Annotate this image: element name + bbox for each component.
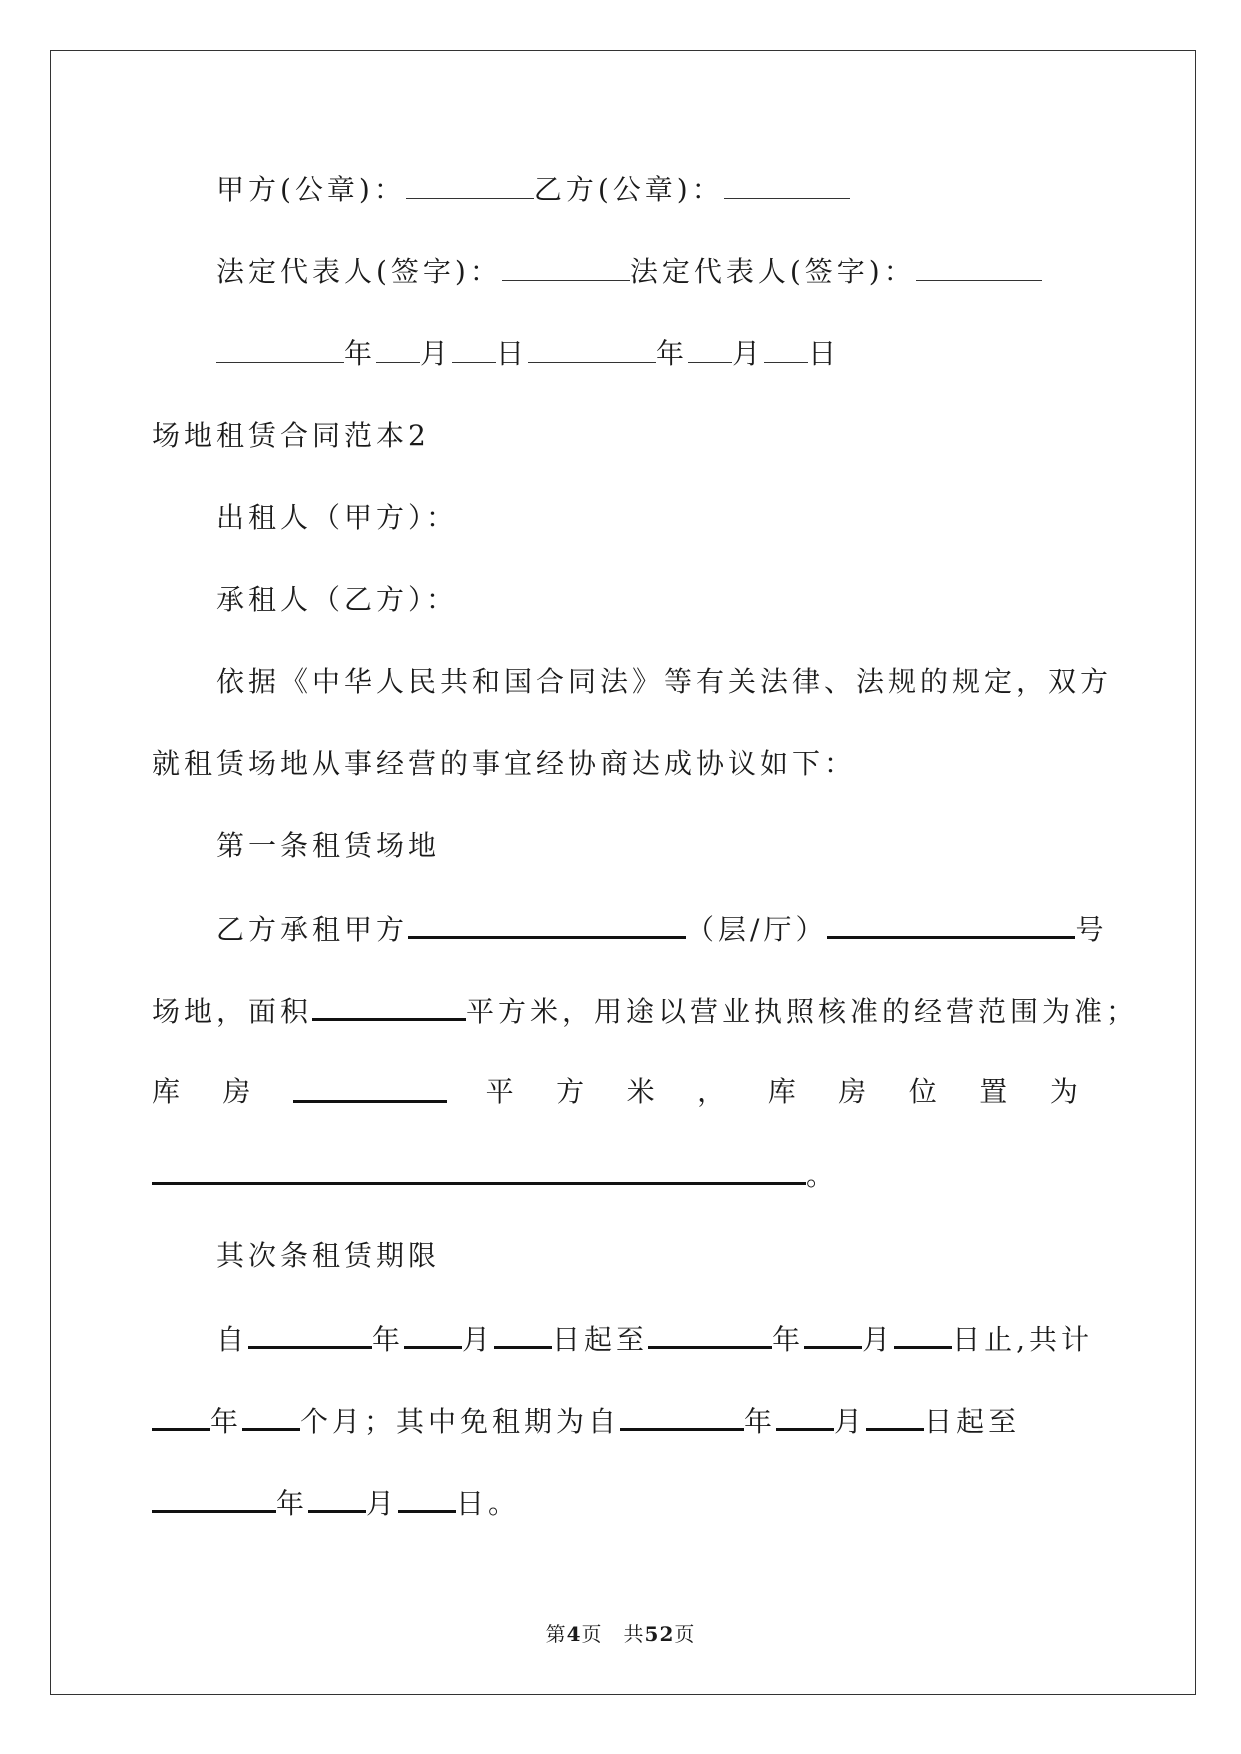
party-b-seal-label: 乙方(公章)： <box>533 173 724 206</box>
blank <box>452 336 496 363</box>
article1-line-4: 。 <box>152 1156 838 1194</box>
blank <box>776 1402 834 1431</box>
blank <box>152 1156 806 1185</box>
rep-line <box>216 254 1042 290</box>
page-border <box>50 50 1196 1695</box>
rep-b-label: 法定代表人(签字)： <box>629 255 916 288</box>
lessee-line: 承租人（乙方）： <box>216 583 459 616</box>
blank <box>406 172 534 199</box>
blank <box>528 336 656 363</box>
year-label: 年 <box>344 337 377 370</box>
blank <box>312 992 466 1021</box>
page-footer: 第4页 共52页 <box>545 1622 696 1646</box>
blank <box>804 1320 862 1349</box>
blank <box>216 336 344 363</box>
month-label: 月 <box>732 337 765 370</box>
blank <box>404 1320 462 1349</box>
blank <box>376 336 420 363</box>
blank <box>494 1320 552 1349</box>
seal-line <box>216 172 850 208</box>
blank <box>408 910 686 939</box>
blank <box>502 254 630 281</box>
year-label: 年 <box>656 337 689 370</box>
day-label: 日 <box>496 337 529 370</box>
party-a-seal-label: 甲方(公章)： <box>216 173 406 206</box>
month-label: 月 <box>420 337 453 370</box>
blank <box>152 1402 210 1431</box>
blank <box>827 910 1075 939</box>
article2-heading: 其次条租赁期限 <box>216 1239 441 1272</box>
blank <box>620 1402 744 1431</box>
blank <box>398 1484 456 1513</box>
blank <box>248 1320 372 1349</box>
page-number: 4 <box>566 1622 582 1646</box>
date-line <box>216 336 840 372</box>
article1-line-2: 场地，面积 平方米，用途以营业执照核准的经营范围为准； <box>152 992 1138 1030</box>
doc-title: 场地租赁合同范本2 <box>152 419 430 452</box>
blank <box>648 1320 772 1349</box>
blank <box>866 1402 924 1431</box>
article1-line-1: 乙方承租甲方 （层/厅） 号 <box>216 910 1107 948</box>
article2-line-3: 年 月 日。 <box>152 1484 520 1522</box>
blank <box>916 254 1042 281</box>
blank <box>724 172 850 199</box>
blank <box>293 1074 447 1103</box>
blank <box>894 1320 952 1349</box>
lessor-line: 出租人（甲方）： <box>216 501 459 534</box>
blank <box>152 1484 276 1513</box>
blank <box>242 1402 300 1431</box>
basis-line-2: 就租赁场地从事经营的事宜经协商达成协议如下： <box>152 747 857 780</box>
blank <box>308 1484 366 1513</box>
article1-line-3: 库 房 平 方 米 ， 库 房 位 置 为 <box>152 1075 1082 1108</box>
total-pages: 52 <box>644 1622 675 1646</box>
article1-heading: 第一条租赁场地 <box>216 829 441 862</box>
article2-line-1: 自 年 月 日起至 年 月 日止,共计 <box>216 1320 1093 1358</box>
blank <box>688 336 732 363</box>
blank <box>764 336 808 363</box>
article2-line-2: 年 个月；其中免租期为自 年 月 日起至 <box>152 1402 1020 1440</box>
rep-a-label: 法定代表人(签字)： <box>216 255 502 288</box>
day-label: 日 <box>808 337 841 370</box>
basis-line-1: 依据《中华人民共和国合同法》等有关法律、法规的规定，双方 <box>216 665 1113 698</box>
